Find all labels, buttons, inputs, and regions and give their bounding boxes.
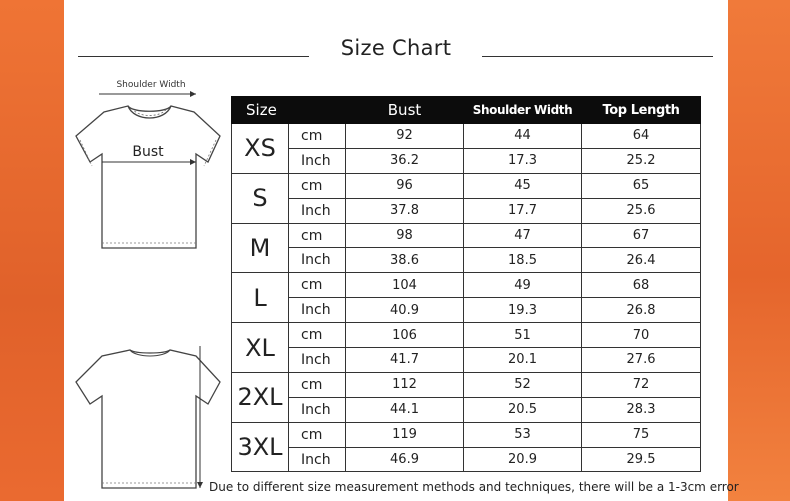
measurement-cell: 96 [346,173,464,198]
measurement-cell: 41.7 [346,348,464,373]
measurement-cell: 52 [464,372,582,397]
unit-label: cm [289,223,346,248]
header-top-length: Top Length [582,97,701,124]
measurement-cell: 67 [582,223,701,248]
header-shoulder-width: Shoulder Width [464,97,582,124]
measurement-cell: 112 [346,372,464,397]
measurement-cell: 44.1 [346,397,464,422]
measurement-cell: 75 [582,422,701,447]
title-rule-right [482,56,713,57]
tshirt-back-icon [72,342,224,492]
measurement-cell: 49 [464,273,582,298]
measurement-cell: 25.2 [582,148,701,173]
size-label: XS [232,124,289,174]
measurement-cell: 72 [582,372,701,397]
size-label: XL [232,323,289,373]
table-row [232,148,701,173]
measurement-cell: 51 [464,323,582,348]
orange-background-right [728,0,790,501]
bust-label: Bust [132,144,164,160]
tshirt-front-icon [72,76,224,252]
unit-label: cm [289,273,346,298]
unit-label: Inch [289,298,346,323]
measurement-cell: 119 [346,422,464,447]
table-row [232,422,701,447]
size-table [231,96,701,472]
size-label: 2XL [232,372,289,422]
measurement-cell: 44 [464,124,582,149]
measurement-cell: 20.5 [464,397,582,422]
size-label: S [232,173,289,223]
table-header-row [232,97,701,124]
measurement-cell: 45 [464,173,582,198]
measurement-cell: 38.6 [346,248,464,273]
unit-label: Inch [289,198,346,223]
header-size: Size [232,97,346,124]
measurement-cell: 70 [582,323,701,348]
table-row [232,397,701,422]
shoulder-width-label: Shoulder Width [116,80,186,90]
table-row [232,173,701,198]
measurement-cell: 17.3 [464,148,582,173]
unit-label: cm [289,323,346,348]
table-row [232,124,701,149]
measurement-cell: 53 [464,422,582,447]
measurement-cell: 68 [582,273,701,298]
unit-label: cm [289,422,346,447]
table-row [232,372,701,397]
unit-label: cm [289,173,346,198]
measurement-cell: 18.5 [464,248,582,273]
measurement-cell: 19.3 [464,298,582,323]
measurement-cell: 65 [582,173,701,198]
measurement-cell: 104 [346,273,464,298]
size-chart-card [64,0,739,501]
measurement-cell: 47 [464,223,582,248]
unit-label: cm [289,124,346,149]
measurement-cell: 46.9 [346,447,464,472]
unit-label: Inch [289,447,346,472]
unit-label: Inch [289,397,346,422]
unit-label: Inch [289,248,346,273]
measurement-cell: 20.1 [464,348,582,373]
table-row [232,348,701,373]
measurement-cell: 20.9 [464,447,582,472]
measurement-cell: 37.8 [346,198,464,223]
measurement-cell: 29.5 [582,447,701,472]
table-row [232,248,701,273]
measurement-cell: 28.3 [582,397,701,422]
page-title: Size Chart [340,36,452,60]
measurement-cell: 40.9 [346,298,464,323]
measurement-cell: 26.8 [582,298,701,323]
measurement-cell: 64 [582,124,701,149]
table-row [232,223,701,248]
table-row [232,298,701,323]
measurement-cell: 98 [346,223,464,248]
table-row [232,273,701,298]
measurement-cell: 92 [346,124,464,149]
size-label: L [232,273,289,323]
size-label: 3XL [232,422,289,472]
measurement-cell: 26.4 [582,248,701,273]
unit-label: Inch [289,348,346,373]
table-row [232,447,701,472]
orange-background-left [0,0,64,501]
measurement-cell: 36.2 [346,148,464,173]
measurement-cell: 106 [346,323,464,348]
unit-label: Inch [289,148,346,173]
measurement-cell: 17.7 [464,198,582,223]
measurement-cell: 25.6 [582,198,701,223]
measurement-cell: 27.6 [582,348,701,373]
size-label: M [232,223,289,273]
header-bust: Bust [346,97,464,124]
table-row [232,323,701,348]
measurement-note: Due to different size measurement methods and techniques, there will be a 1-3cm error [209,480,739,494]
unit-label: cm [289,372,346,397]
table-row [232,198,701,223]
